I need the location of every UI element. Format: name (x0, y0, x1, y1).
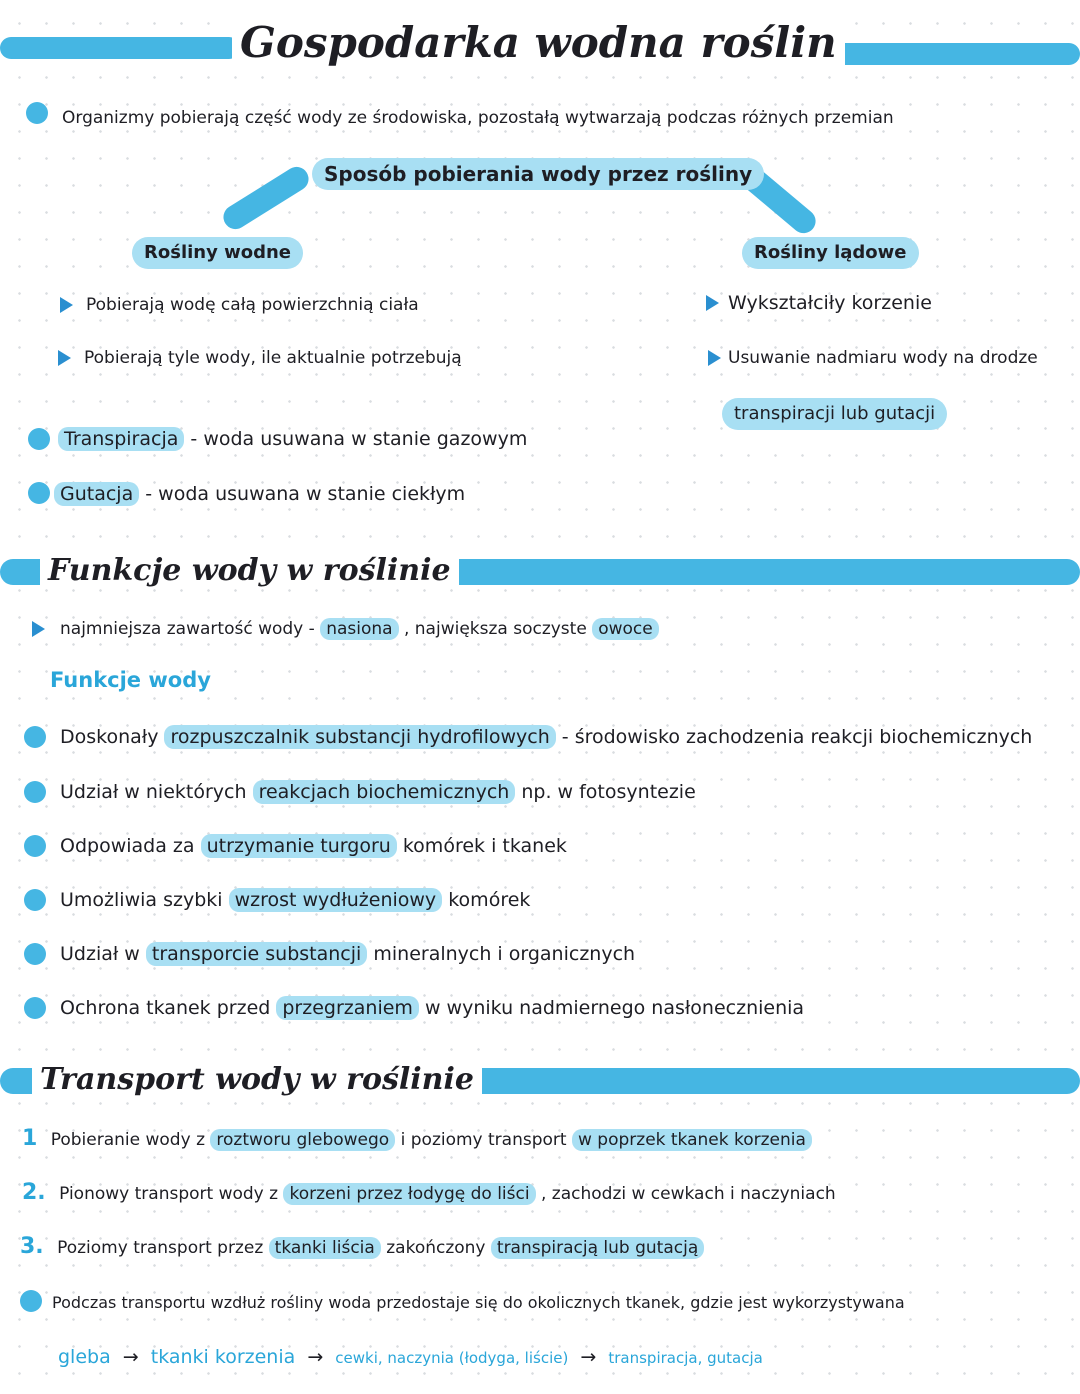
definition-text: - woda usuwana w stanie gazowym (190, 428, 528, 450)
step-mid: , zachodzi w cewkach i naczyniach (540, 1184, 836, 1204)
page-title: Gospodarka wodna roślin (232, 18, 845, 67)
step-mid: i poziomy transport (400, 1130, 567, 1150)
term-highlight: Gutacja (54, 482, 139, 506)
bullet-dot (24, 997, 46, 1019)
step-pre: Pobieranie wody z (50, 1130, 205, 1150)
triangle-bullet (58, 350, 71, 366)
definition-text: - woda usuwana w stanie ciekłym (145, 483, 466, 505)
definition-guttation (54, 479, 465, 509)
transport-flow (58, 1342, 763, 1373)
step-pre: Poziomy transport przez (57, 1238, 264, 1258)
triangle-bullet (32, 621, 45, 637)
land-plants-item: Wykształciły korzenie (728, 292, 932, 314)
flow-step: cewki, naczynia (łodyga, liście) (335, 1349, 569, 1367)
triangle-bullet (708, 350, 721, 366)
bullet-dot (24, 943, 46, 965)
title-bar-right (815, 43, 1080, 65)
function-item (60, 993, 804, 1023)
water-content-line (60, 614, 659, 644)
function-text: Ochrona tkanek przed (60, 997, 271, 1019)
step-highlight: tkanki liścia (269, 1237, 381, 1259)
transport-step (20, 1232, 704, 1263)
transport-step (22, 1124, 812, 1155)
arrow-icon: → (122, 1346, 139, 1368)
function-text: Udział w niektórych (60, 781, 247, 803)
content-pre: najmniejsza zawartość wody - (60, 619, 315, 639)
function-text: Doskonały (60, 726, 159, 748)
function-text: Udział w (60, 943, 140, 965)
step-highlight: korzeni przez łodygę do liści (283, 1183, 535, 1205)
function-text: komórek i tkanek (402, 835, 567, 857)
functions-section-title: Funkcje wody w roślinie (40, 553, 459, 588)
function-highlight: przegrzaniem (276, 996, 419, 1020)
arrow-icon: → (307, 1346, 324, 1368)
triangle-bullet (60, 297, 73, 313)
intro-text: Organizmy pobierają część wody ze środowiska, pozostałą wytwarzają podczas różnych przemian (62, 108, 894, 128)
function-item (60, 939, 635, 969)
content-mid: , największa soczyste (403, 619, 587, 639)
step-highlight: w poprzek tkanek korzenia (572, 1129, 812, 1151)
function-item (60, 831, 567, 861)
function-item (60, 777, 696, 807)
flow-step: gleba (58, 1346, 111, 1368)
bullet-dot (28, 482, 50, 504)
land-plants-item: Usuwanie nadmiaru wody na drodze (728, 348, 1038, 368)
function-highlight: rozpuszczalnik substancji hydrofilowych (164, 725, 555, 749)
transport-note: Podczas transportu wzdłuż rośliny woda przedostaje się do okolicznych tkanek, gdzie jest wykorzystywana (52, 1293, 905, 1312)
function-text: np. w fotosyntezie (521, 781, 696, 803)
transport-step (22, 1178, 836, 1209)
seeds-highlight: nasiona (320, 618, 398, 640)
step-number: 1 (22, 1126, 38, 1151)
water-plants-item: Pobierają wodę całą powierzchnią ciała (86, 295, 419, 315)
function-highlight: utrzymanie turgoru (201, 834, 397, 858)
title-bar-left (0, 37, 240, 59)
fruits-highlight: owoce (592, 618, 659, 640)
transport-section-title: Transport wody w roślinie (32, 1062, 482, 1097)
bullet-dot (24, 781, 46, 803)
function-highlight: reakcjach biochemicznych (253, 780, 516, 804)
water-plants-label: Rośliny wodne (132, 237, 303, 269)
land-plants-pill: transpiracji lub gutacji (722, 398, 947, 430)
step-highlight: transpiracją lub gutacją (491, 1237, 704, 1259)
bullet-dot (24, 726, 46, 748)
bullet-dot (24, 835, 46, 857)
bullet-dot (28, 428, 50, 450)
bullet-dot (20, 1290, 42, 1312)
step-pre: Pionowy transport wody z (59, 1184, 279, 1204)
definition-transpiration (58, 424, 527, 454)
step-number: 3. (20, 1234, 44, 1259)
function-item (60, 885, 530, 915)
function-text: Umożliwia szybki (60, 889, 223, 911)
functions-subheading: Funkcje wody (50, 668, 211, 692)
function-text: - środowisko zachodzenia reakcji biochemicznych (561, 726, 1033, 748)
water-plants-item: Pobierają tyle wody, ile aktualnie potrzebują (84, 348, 462, 368)
function-text: w wyniku nadmiernego nasłonecznienia (424, 997, 805, 1019)
function-highlight: transporcie substancji (146, 942, 367, 966)
flow-step: transpiracja, gutacja (608, 1349, 763, 1367)
function-highlight: wzrost wydłużeniowy (229, 888, 443, 912)
step-number: 2. (22, 1180, 46, 1205)
land-plants-label: Rośliny lądowe (742, 237, 919, 269)
flow-step: tkanki korzenia (150, 1346, 296, 1368)
intake-heading: Sposób pobierania wody przez rośliny (312, 158, 764, 190)
step-highlight: roztworu glebowego (210, 1129, 395, 1151)
function-item (60, 722, 1032, 752)
function-text: mineralnych i organicznych (373, 943, 636, 965)
arrow-icon: → (580, 1346, 597, 1368)
bullet-dot (24, 889, 46, 911)
term-highlight: Transpiracja (58, 427, 184, 451)
step-mid: zakończony (386, 1238, 486, 1258)
function-text: komórek (448, 889, 531, 911)
function-text: Odpowiada za (60, 835, 195, 857)
bullet-dot (26, 102, 48, 124)
triangle-bullet (706, 295, 719, 311)
arc-left (219, 162, 313, 233)
